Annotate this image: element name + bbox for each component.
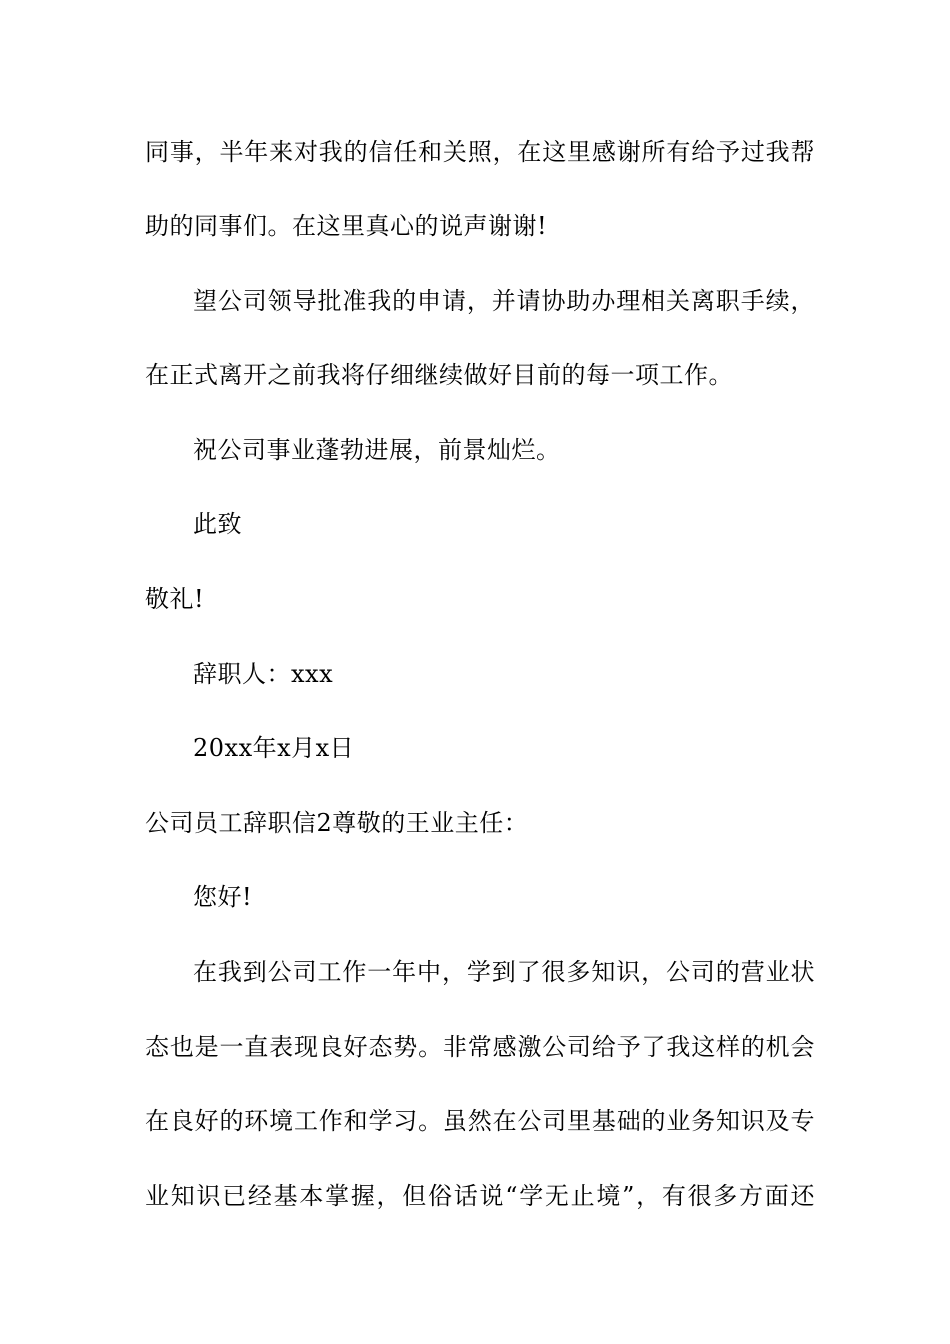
date-line: 20xx年x月x日 bbox=[193, 734, 355, 762]
section-heading: 公司员工辞职信2尊敬的王业主任： bbox=[145, 809, 529, 837]
paragraph-line: 业知识已经基本掌握，但俗话说“学无止境”，有很多方面还 bbox=[145, 1182, 815, 1210]
paragraph-line: 祝公司事业蓬勃进展，前景灿烂。 bbox=[193, 436, 561, 464]
paragraph-line: 在正式离开之前我将仔细继续做好目前的每一项工作。 bbox=[145, 361, 733, 389]
paragraph-line: 望公司领导批准我的申请，并请协助办理相关离职手续， bbox=[193, 287, 815, 315]
paragraph-line: 在良好的环境工作和学习。虽然在公司里基础的业务知识及专 bbox=[145, 1107, 815, 1135]
paragraph-line: 在我到公司工作一年中，学到了很多知识，公司的营业状 bbox=[193, 958, 815, 986]
salutation-line: 敬礼! bbox=[145, 585, 205, 613]
signature-line: 辞职人：xxx bbox=[193, 660, 334, 688]
paragraph-line: 助的同事们。在这里真心的说声谢谢! bbox=[145, 212, 548, 240]
paragraph-line: 态也是一直表现良好态势。非常感激公司给予了我这样的机会 bbox=[145, 1033, 815, 1061]
greeting-line: 您好! bbox=[193, 883, 253, 911]
paragraph-line: 同事，半年来对我的信任和关照，在这里感谢所有给予过我帮 bbox=[145, 138, 815, 166]
closing-line: 此致 bbox=[193, 510, 242, 538]
